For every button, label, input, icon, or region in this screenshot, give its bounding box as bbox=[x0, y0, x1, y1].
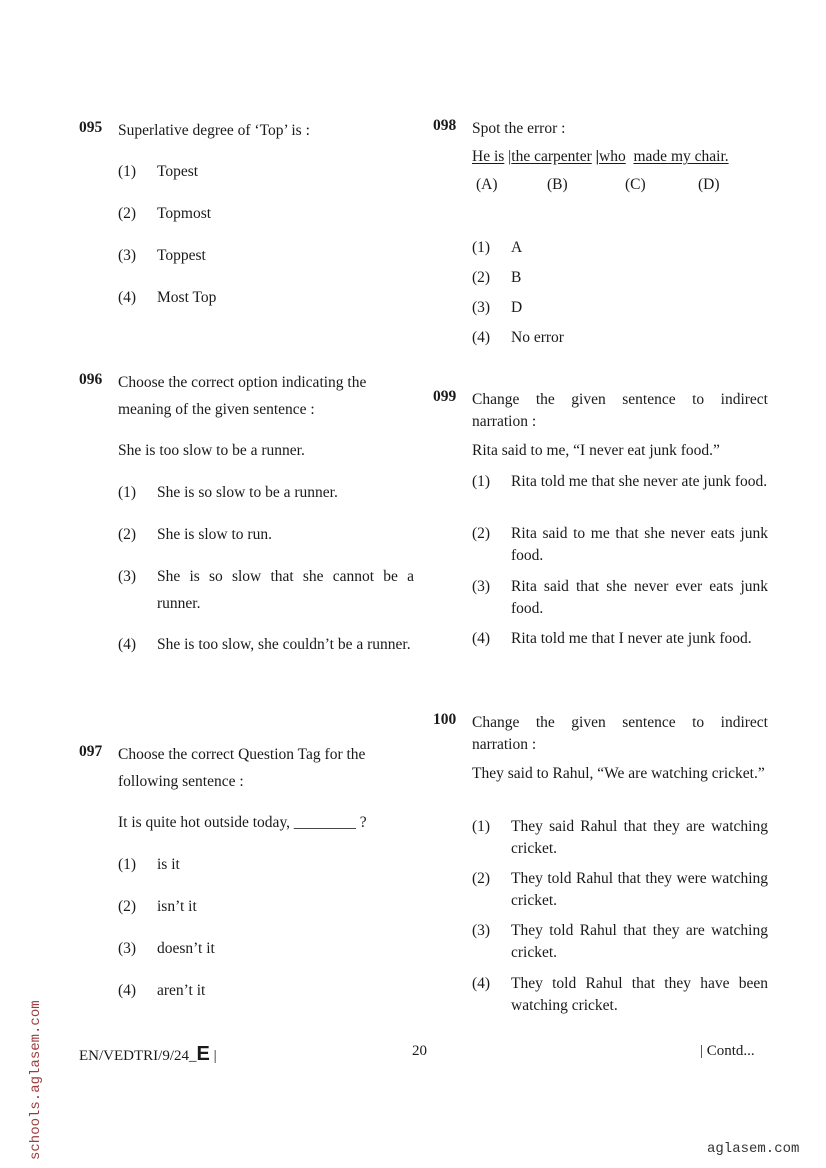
option-label: (3) bbox=[472, 578, 491, 595]
option-text: is it bbox=[157, 856, 180, 873]
question-text-line1: Choose the correct Question Tag for the bbox=[118, 746, 366, 763]
option-label: (4) bbox=[472, 630, 491, 647]
option-label: (2) bbox=[472, 269, 491, 286]
option-label: (4) bbox=[118, 289, 137, 306]
segment-b: the carpenter bbox=[511, 148, 592, 165]
segment-c: who bbox=[599, 148, 626, 165]
option-text: No error bbox=[511, 329, 564, 346]
option-label: (1) bbox=[472, 239, 491, 256]
question-text-line2: narration : bbox=[472, 736, 537, 753]
segment-d: made my chair. bbox=[633, 148, 729, 165]
option-label: (1) bbox=[118, 484, 137, 501]
label-d: (D) bbox=[698, 176, 720, 193]
option-label: (4) bbox=[472, 329, 491, 346]
option-label: (1) bbox=[472, 818, 491, 835]
option-text: They told Rahul that they were watching cricket. bbox=[511, 870, 768, 909]
option-text: A bbox=[511, 239, 523, 256]
question-100 bbox=[433, 711, 783, 1031]
option-text: Toppest bbox=[157, 247, 206, 264]
question-text: Superlative degree of ‘Top’ is : bbox=[118, 122, 310, 139]
question-text-line1: Change the given sentence to indirect bbox=[472, 391, 768, 408]
option-text: They told Rahul that they are watching cricket. bbox=[511, 922, 768, 961]
question-text: Spot the error : bbox=[472, 120, 566, 137]
option-text: aren’t it bbox=[157, 982, 206, 999]
question-number: 095 bbox=[79, 119, 103, 136]
option-label: (1) bbox=[118, 163, 137, 180]
option-label: (2) bbox=[472, 525, 491, 542]
label-a: (A) bbox=[476, 176, 498, 193]
question-stem: She is too slow to be a runner. bbox=[118, 442, 305, 459]
question-text-line2: narration : bbox=[472, 413, 537, 430]
question-text-line1: Change the given sentence to indirect bbox=[472, 714, 768, 731]
option-text: She is so slow to be a runner. bbox=[157, 484, 338, 501]
segment-a: He is bbox=[472, 148, 505, 165]
option-label: (2) bbox=[472, 870, 491, 887]
question-text-line2: following sentence : bbox=[118, 773, 244, 790]
option-text: Rita said to me that she never eats junk food. bbox=[511, 525, 768, 564]
option-label: (3) bbox=[472, 922, 491, 939]
question-number: 100 bbox=[433, 711, 457, 728]
option-text: She is slow to run. bbox=[157, 526, 272, 543]
option-text: She is so slow that she cannot be a runner. bbox=[157, 568, 414, 612]
option-text: Rita told me that she never ate junk food. bbox=[511, 473, 768, 490]
question-098 bbox=[433, 117, 783, 357]
option-label: (4) bbox=[118, 982, 137, 999]
option-text: Topmost bbox=[157, 205, 212, 222]
option-label: (4) bbox=[118, 636, 137, 653]
option-text: Topest bbox=[157, 163, 199, 180]
set-letter: E bbox=[196, 1043, 210, 1065]
question-097 bbox=[79, 743, 419, 1003]
paper-code: EN/VEDTRI/9/24_ bbox=[79, 1048, 197, 1064]
question-number: 098 bbox=[433, 117, 457, 134]
label-c: (C) bbox=[625, 176, 646, 193]
option-label: (2) bbox=[118, 898, 137, 915]
question-stem: They said to Rahul, “We are watching cricket.” bbox=[472, 765, 765, 782]
option-text: They said Rahul that they are watching cricket. bbox=[511, 818, 768, 857]
option-label: (1) bbox=[118, 856, 137, 873]
option-text: Most Top bbox=[157, 289, 217, 306]
side-watermark: schools.aglasem.com bbox=[28, 1000, 44, 1160]
option-text: They told Rahul that they have been watching cricket. bbox=[511, 975, 768, 1014]
option-label: (2) bbox=[118, 526, 137, 543]
option-text: D bbox=[511, 299, 523, 316]
label-b: (B) bbox=[547, 176, 568, 193]
question-096 bbox=[79, 371, 419, 691]
page-number: 20 bbox=[412, 1043, 427, 1059]
separator: | bbox=[508, 148, 512, 165]
option-label: (1) bbox=[472, 473, 491, 490]
question-number: 099 bbox=[433, 388, 457, 405]
question-number: 096 bbox=[79, 371, 103, 388]
question-stem: Rita said to me, “I never eat junk food.” bbox=[472, 442, 720, 459]
question-text-line1: Choose the correct option indicating the bbox=[118, 374, 367, 391]
option-text: Rita said that she never ever eats junk food. bbox=[511, 578, 768, 617]
option-label: (3) bbox=[118, 568, 137, 585]
option-text: doesn’t it bbox=[157, 940, 215, 957]
option-text: isn’t it bbox=[157, 898, 197, 915]
option-label: (2) bbox=[118, 205, 137, 222]
separator: | bbox=[595, 148, 600, 165]
question-number: 097 bbox=[79, 743, 103, 760]
footer-code bbox=[79, 1043, 217, 1066]
option-text: She is too slow, she couldn’t be a runner. bbox=[157, 636, 411, 653]
error-sentence bbox=[472, 146, 729, 168]
separator: | bbox=[213, 1048, 217, 1064]
option-label: (3) bbox=[472, 299, 491, 316]
question-095 bbox=[79, 119, 419, 319]
question-text-line2: meaning of the given sentence : bbox=[118, 401, 315, 418]
question-099 bbox=[433, 388, 783, 678]
option-label: (3) bbox=[118, 940, 137, 957]
option-text: Rita told me that I never ate junk food. bbox=[511, 630, 752, 647]
option-text: B bbox=[511, 269, 522, 286]
question-stem: It is quite hot outside today, ________ ? bbox=[118, 814, 367, 831]
continued-label: | Contd... bbox=[700, 1043, 755, 1059]
option-label: (3) bbox=[118, 247, 137, 264]
option-label: (4) bbox=[472, 975, 491, 992]
bottom-watermark: aglasem.com bbox=[707, 1141, 800, 1157]
segment-labels bbox=[472, 176, 792, 200]
